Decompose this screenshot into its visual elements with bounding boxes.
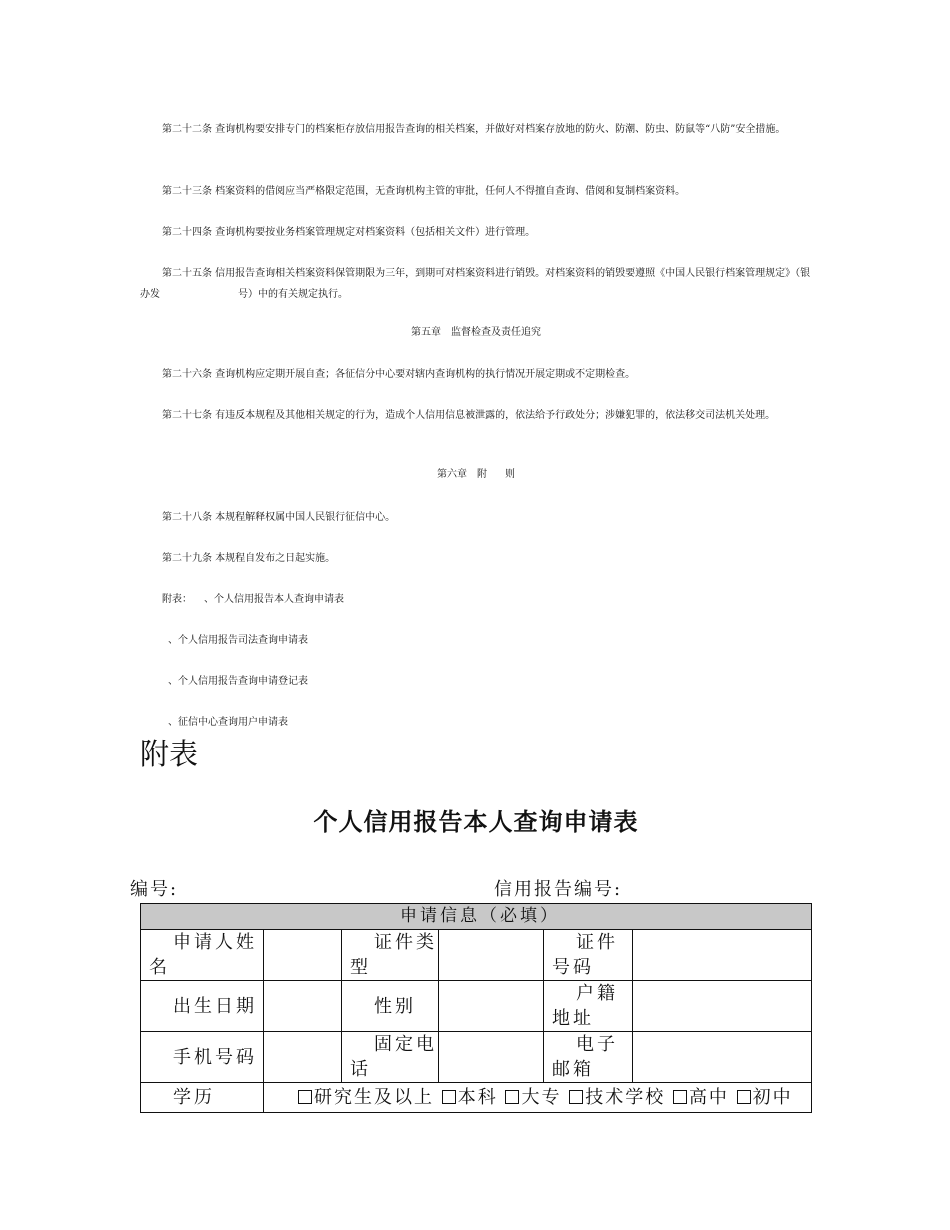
id-number-field[interactable] (633, 930, 812, 981)
id-type-field[interactable] (439, 930, 544, 981)
form-title: 个人信用报告本人查询申请表 (313, 808, 639, 836)
landline-label: 固定电 话 (342, 1032, 439, 1083)
appendix-item-2: 、个人信用报告司法查询申请表 (168, 635, 308, 646)
chapter-6-number: 第六章 (437, 469, 467, 480)
appendix-list-first (162, 593, 344, 607)
article-22: 第二十二条 查询机构要安排专门的档案柜存放信用报告查询的相关档案，并做好对档案存放地的防火、防潮、防虫、防鼠等“八防”安全措施。 (162, 124, 786, 135)
education-option[interactable]: 技术学校 (569, 1087, 665, 1108)
education-label: 学历 (141, 1083, 264, 1113)
education-option[interactable]: 初中 (737, 1087, 793, 1108)
applicant-name-label: 申请人姓 名 (141, 930, 264, 981)
hukou-label: 户籍 地址 (544, 981, 633, 1032)
appendix-item-3: 、个人信用报告查询申请登记表 (168, 676, 308, 687)
gender-field[interactable] (439, 981, 544, 1032)
education-option[interactable]: 本科 (442, 1087, 498, 1108)
number-label: 编号: (130, 879, 179, 900)
chapter-6-heading (140, 468, 812, 482)
article-24: 第二十四条 查询机构要按业务档案管理规定对档案资料（包括相关文件）进行管理。 (162, 227, 536, 238)
checkbox-icon[interactable] (442, 1090, 456, 1104)
article-25-part-2: 号）中的有关规定执行。 (238, 289, 348, 300)
chapter-5-title: 监督检查及责任追究 (451, 327, 541, 338)
section-header-row (141, 904, 812, 930)
form-row (141, 1083, 812, 1113)
article-25-part-1: 第二十五条 信用报告查询相关档案资料保管期限为三年，到期可对档案资料进行销毁。对档案资料的销毁要遵照《中国人民银行档案管理规定》（银办发 (140, 268, 811, 300)
checkbox-icon[interactable] (673, 1090, 687, 1104)
id-number-label: 证件 号码 (544, 930, 633, 981)
chapter-6-title-b: 则 (505, 469, 515, 480)
form-row (141, 981, 812, 1032)
birth-date-field[interactable] (264, 981, 342, 1032)
gender-label: 性别 (342, 981, 439, 1032)
mobile-label: 手机号码 (141, 1032, 264, 1083)
form-row (141, 930, 812, 981)
appendix-list-lead: 附表： (162, 594, 192, 605)
form-row (141, 1032, 812, 1083)
landline-field[interactable] (439, 1032, 544, 1083)
section-header: 申请信息（必填） (141, 904, 812, 930)
appendix-item-4: 、征信中心查询用户申请表 (168, 717, 288, 728)
checkbox-icon[interactable] (569, 1090, 583, 1104)
article-25 (140, 263, 812, 305)
email-field[interactable] (633, 1032, 812, 1083)
checkbox-icon[interactable] (298, 1090, 312, 1104)
article-23: 第二十三条 档案资料的借阅应当严格限定范围，无查询机构主管的审批，任何人不得擅自查询、借阅和复制档案资料。 (162, 186, 686, 197)
checkbox-icon[interactable] (505, 1090, 519, 1104)
applicant-name-field[interactable] (264, 930, 342, 981)
email-label: 电子 邮箱 (544, 1032, 633, 1083)
chapter-5-heading (140, 326, 812, 340)
birth-date-label: 出生日期 (141, 981, 264, 1032)
education-option[interactable]: 高中 (673, 1087, 729, 1108)
article-28: 第二十八条 本规程解释权属中国人民银行征信中心。 (162, 512, 396, 523)
checkbox-icon[interactable] (737, 1090, 751, 1104)
education-option[interactable]: 研究生及以上 (298, 1087, 434, 1108)
appendix-item-1: 、个人信用报告本人查询申请表 (204, 594, 344, 605)
mobile-field[interactable] (264, 1032, 342, 1083)
education-options (264, 1083, 812, 1113)
appendix-heading: 附表 (140, 737, 199, 771)
report-number-label: 信用报告编号: (494, 879, 623, 900)
application-form-table (140, 903, 812, 1113)
article-26: 第二十六条 查询机构应定期开展自查；各征信分中心要对辖内查询机构的执行情况开展定期或不定期检查。 (162, 369, 636, 380)
article-29: 第二十九条 本规程自发布之日起实施。 (162, 553, 336, 564)
chapter-5-number: 第五章 (411, 327, 441, 338)
id-type-label: 证件类 型 (342, 930, 439, 981)
chapter-6-title-a: 附 (477, 469, 487, 480)
article-27: 第二十七条 有违反本规程及其他相关规定的行为，造成个人信用信息被泄露的，依法给予行政处分；涉嫌犯罪的，依法移交司法机关处理。 (162, 410, 776, 421)
education-option[interactable]: 大专 (505, 1087, 561, 1108)
hukou-field[interactable] (633, 981, 812, 1032)
